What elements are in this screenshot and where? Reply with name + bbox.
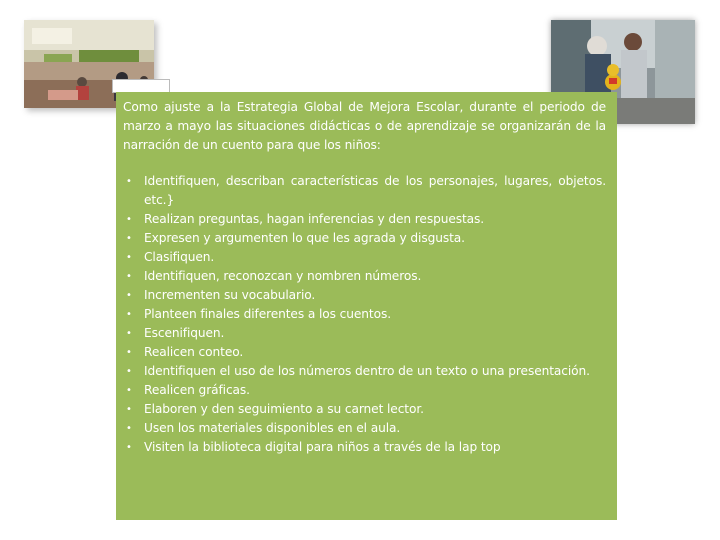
list-item	[123, 343, 606, 362]
bullet-icon: •	[126, 176, 132, 187]
list-item-text: Realizan preguntas, hagan inferencias y den respuestas.	[144, 212, 485, 226]
list-item-text: Realicen conteo.	[144, 345, 244, 359]
list-item-text: Identifiquen el uso de los números dentro de un texto o una presentación.	[144, 364, 590, 378]
list-item	[123, 362, 606, 381]
list-item	[123, 419, 606, 438]
list-item-text: Escenifiquen.	[144, 326, 225, 340]
bullet-icon: •	[126, 233, 132, 244]
list-item	[123, 381, 606, 400]
list-item-text: Planteen finales diferentes a los cuentos.	[144, 307, 391, 321]
list-item	[123, 438, 606, 457]
bullet-icon: •	[126, 347, 132, 358]
bullet-icon: •	[126, 423, 132, 434]
bullet-icon: •	[126, 252, 132, 263]
list-item	[123, 210, 606, 229]
bullet-icon: •	[126, 290, 132, 301]
list-item	[123, 248, 606, 267]
list-item-text: Usen los materiales disponibles en el aula.	[144, 421, 401, 435]
list-item-text: Incrementen su vocabulario.	[144, 288, 316, 302]
list-item-text: Expresen y argumenten lo que les agrada y disgusta.	[144, 231, 465, 245]
bullet-icon: •	[126, 309, 132, 320]
list-item-text: Visiten la biblioteca digital para niños a través de la lap top	[144, 440, 501, 454]
list-item-text: Identifiquen, reconozcan y nombren números.	[144, 269, 422, 283]
bullet-icon: •	[126, 214, 132, 225]
bullet-icon: •	[126, 442, 132, 453]
list-item-text: Identifiquen, describan características de los personajes, lugares, objetos. etc.}	[144, 174, 606, 207]
bullet-icon: •	[126, 385, 132, 396]
list-item	[123, 172, 606, 210]
list-item	[123, 400, 606, 419]
bullet-icon: •	[126, 328, 132, 339]
list-item	[123, 286, 606, 305]
strategy-panel	[116, 92, 617, 520]
list-item	[123, 305, 606, 324]
list-item	[123, 267, 606, 286]
photo-caption-label	[112, 79, 170, 93]
list-item-text: Clasifiquen.	[144, 250, 215, 264]
list-item	[123, 324, 606, 343]
objectives-list	[123, 172, 606, 457]
bullet-icon: •	[126, 404, 132, 415]
intro-paragraph: Como ajuste a la Estrategia Global de Mejora Escolar, durante el periodo de marzo a mayo las situaciones didácticas o de aprendizaje se organizarán de la narración de un cuento para que los niños:	[123, 100, 606, 152]
bullet-icon: •	[126, 366, 132, 377]
list-item-text: Realicen gráficas.	[144, 383, 250, 397]
bullet-icon: •	[126, 271, 132, 282]
list-item-text: Elaboren y den seguimiento a su carnet lector.	[144, 402, 424, 416]
list-item	[123, 229, 606, 248]
